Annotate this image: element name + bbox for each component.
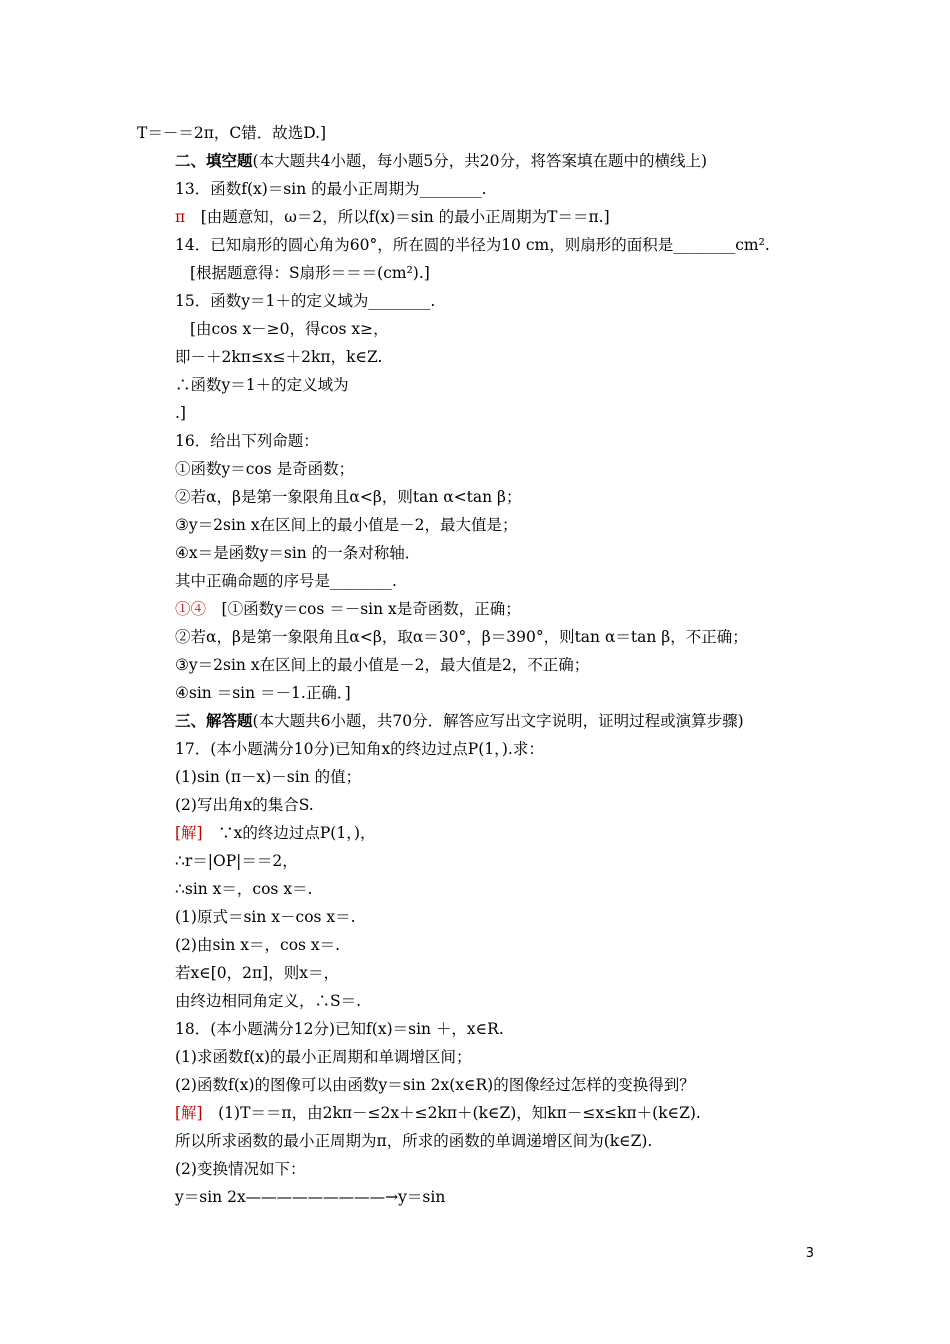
question-18-part1: (1)求函数f(x)的最小正周期和单调增区间；	[175, 1048, 472, 1066]
answer-label: ①④	[175, 600, 207, 618]
question-13: 13．函数f(x)＝sin 的最小正周期为________.	[175, 180, 487, 198]
solution-17-line1: [解] ∵x的终边过点P(1，)，	[175, 824, 376, 842]
answer-16-line2: ②若α，β是第一象限角且α<β，取α＝30°，β＝390°，则tan α＝tan β，不正确；	[175, 628, 748, 646]
solution-17-line3: ∴sin x＝，cos x＝.	[175, 880, 313, 898]
text-line: T＝－＝2π，C错．故选D.]	[137, 124, 327, 142]
solution-18-line3: (2)变换情况如下：	[175, 1160, 306, 1178]
solution-17-line7: 由终边相同角定义，∴S＝.	[175, 992, 362, 1010]
section-heading-solutions: 三、解答题(本大题共6小题，共70分．解答应写出文字说明，证明过程或演算步骤)	[175, 711, 744, 730]
answer-label: π	[175, 208, 186, 226]
answer-15-line3: ∴函数y＝1＋的定义域为	[175, 376, 349, 394]
solution-18-line4: y＝sin 2x—————————→y＝sin	[175, 1188, 446, 1206]
question-18: 18．(本小题满分12分)已知f(x)＝sin ＋，x∈R.	[175, 1020, 504, 1038]
solution-label: [解]	[175, 1104, 203, 1122]
solution-17-line6: 若x∈[0，2π]，则x＝，	[175, 964, 339, 982]
proposition-3: ③y＝2sin x在区间上的最小值是－2，最大值是；	[175, 516, 518, 534]
proposition-1: ①函数y＝cos 是奇函数；	[175, 460, 355, 478]
answer-13: π [由题意知，ω＝2，所以f(x)＝sin 的最小正周期为T＝＝π.]	[175, 208, 610, 226]
section-heading-fill-blank: 二、填空题(本大题共4小题，每小题5分，共20分，将答案填在题中的横线上)	[175, 151, 708, 170]
page-number: 3	[805, 1246, 814, 1261]
solution-17-line2: ∴r＝|OP|＝＝2，	[175, 852, 298, 870]
question-17: 17．(本小题满分10分)已知角x的终边过点P(1，).求：	[175, 740, 544, 758]
question-16: 16．给出下列命题：	[175, 432, 319, 450]
answer-16-line3: ③y＝2sin x在区间上的最小值是－2，最大值是2，不正确；	[175, 656, 590, 674]
answer-14: [根据题意得：S扇形＝＝＝(cm²).]	[190, 264, 430, 282]
answer-15-line4: .]	[175, 404, 186, 422]
solution-17-line5: (2)由sin x＝，cos x＝.	[175, 936, 341, 954]
answer-16-line1: ①④ [①函数y＝cos ＝－sin x是奇函数，正确；	[175, 600, 521, 618]
question-17-part2: (2)写出角x的集合S.	[175, 796, 314, 814]
answer-16-line4: ④sin ＝sin ＝－1.正确．]	[175, 684, 351, 702]
answer-15-line2: 即－＋2kπ≤x≤＋2kπ，k∈Z.	[175, 348, 383, 366]
question-18-part2: (2)函数f(x)的图像可以由函数y＝sin 2x(x∈R)的图像经过怎样的变换得到？	[175, 1076, 695, 1094]
proposition-4: ④x＝是函数y＝sin 的一条对称轴．	[175, 544, 421, 562]
solution-label: [解]	[175, 824, 203, 842]
solution-18-line2: 所以所求函数的最小正周期为π，所求的函数的单调递增区间为(k∈Z).	[175, 1132, 653, 1150]
solution-18-line1: [解] (1)T＝＝π，由2kπ－≤2x＋≤2kπ＋(k∈Z)，知kπ－≤x≤kπ＋(k∈Z).	[175, 1104, 701, 1122]
question-16-prompt: 其中正确命题的序号是________.	[175, 572, 397, 590]
answer-15-line1: [由cos x－≥0，得cos x≥，	[190, 320, 389, 338]
question-15: 15．函数y＝1＋的定义域为________.	[175, 292, 436, 310]
proposition-2: ②若α，β是第一象限角且α<β，则tan α<tan β；	[175, 488, 522, 506]
question-17-part1: (1)sin (π－x)－sin 的值；	[175, 768, 362, 786]
question-14: 14．已知扇形的圆心角为60°，所在圆的半径为10 cm，则扇形的面积是________cm².	[175, 236, 770, 254]
solution-17-line4: (1)原式＝sin x－cos x＝.	[175, 908, 356, 926]
